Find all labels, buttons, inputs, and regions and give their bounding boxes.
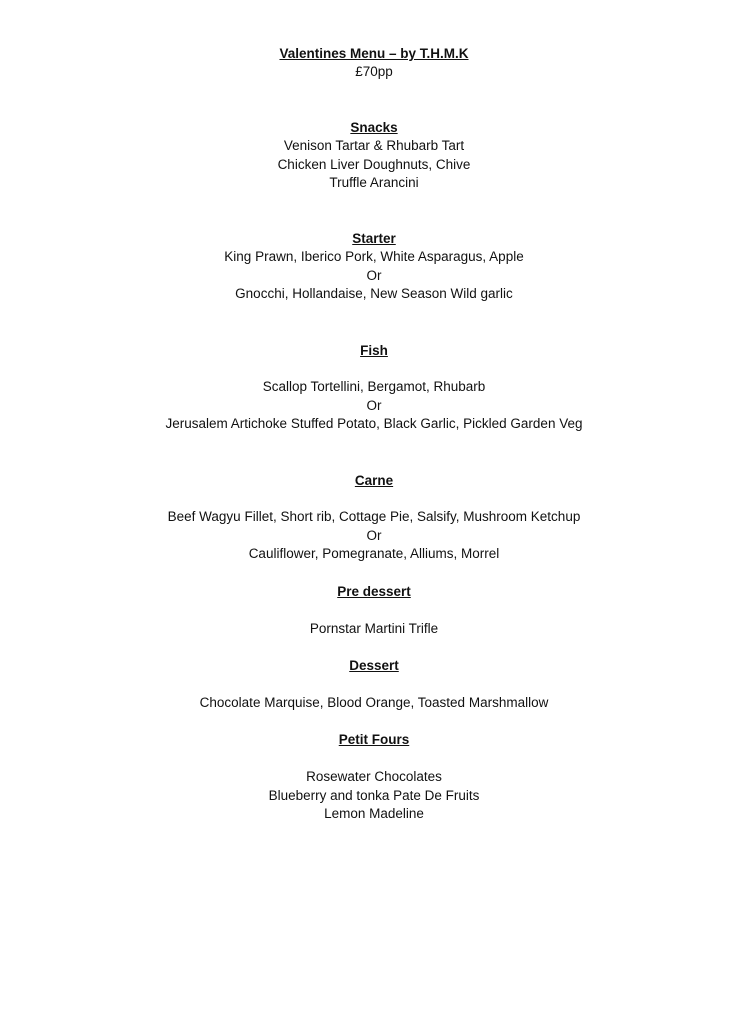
petit-fours-item: Rosewater Chocolates [306,769,442,784]
dessert-item: Chocolate Marquise, Blood Orange, Toasted Marshmallow [199,695,549,710]
starter-heading: Starter [352,231,396,246]
fish-heading: Fish [360,343,388,358]
fish-option-a: Scallop Tortellini, Bergamot, Rhubarb [262,379,486,394]
petit-fours-item: Lemon Madeline [324,806,424,821]
snacks-heading: Snacks [350,120,398,135]
fish-or: Or [366,398,382,413]
carne-option-b: Cauliflower, Pomegranate, Alliums, Morrel [248,546,500,561]
fish-option-b: Jerusalem Artichoke Stuffed Potato, Black Garlic, Pickled Garden Veg [165,416,583,431]
starter-or: Or [366,268,382,283]
carne-option-a: Beef Wagyu Fillet, Short rib, Cottage Pie, Salsify, Mushroom Ketchup [167,509,581,524]
pre-dessert-heading: Pre dessert [337,584,411,599]
snack-item: Chicken Liver Doughnuts, Chive [277,157,471,172]
snack-item: Truffle Arancini [329,175,419,190]
snack-item: Venison Tartar & Rhubarb Tart [283,138,465,153]
menu-title: Valentines Menu – by T.H.M.K [279,46,469,61]
menu-price: £70pp [355,64,393,79]
dessert-heading: Dessert [349,658,399,673]
starter-option-a: King Prawn, Iberico Pork, White Asparagus, Apple [224,249,524,264]
carne-or: Or [366,528,382,543]
petit-fours-item: Blueberry and tonka Pate De Fruits [268,788,480,803]
starter-option-b: Gnocchi, Hollandaise, New Season Wild garlic [235,286,513,301]
pre-dessert-item: Pornstar Martini Trifle [309,621,439,636]
carne-heading: Carne [354,473,394,488]
petit-fours-heading: Petit Fours [338,732,410,747]
